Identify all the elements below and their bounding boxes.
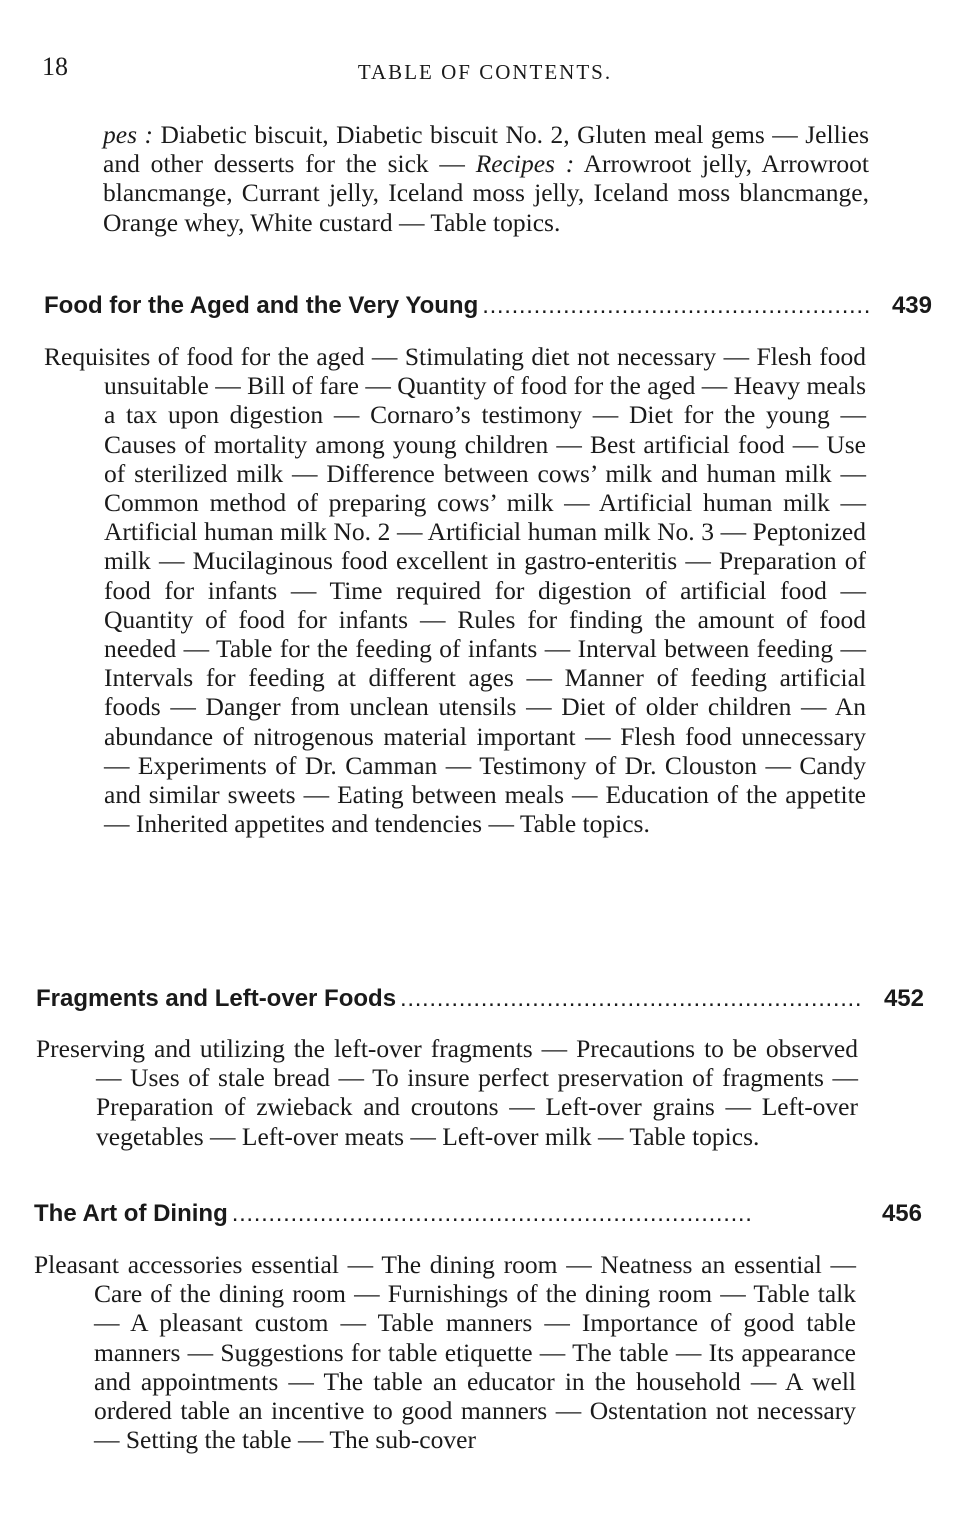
section-title: Food for the Aged and the Very Young [44, 292, 479, 319]
section-summary: Pleasant accessories essential — The dining room — Neatness an essential — Care of the dining room — Furnishings of the dining room — Table talk — A pleasant custom — Table manners — Importance of good table manners — Suggestions for table etiquette — The table — Its appearance and appointments — The table an educator in the household — A well ordered table an incentive to good manners — Ostentation not necessary — Setting the table — The sub-cover [34, 1250, 856, 1455]
section-title: The Art of Dining [34, 1200, 228, 1227]
section-page-number: 439 [891, 292, 932, 319]
section-title: Fragments and Left-over Foods [36, 985, 397, 1012]
section-page-number: 452 [883, 985, 924, 1012]
dot-leader [400, 985, 864, 1013]
continuation-text-2: Arrowroot jelly, Arrowroot blancmange, Currant jelly, Iceland moss jelly, Iceland moss blancmange, Orange whey, White custard — Table topics. [103, 149, 870, 237]
continuation-italic-2: Recipes : [475, 149, 575, 179]
page-number: 18 [42, 52, 68, 81]
section-heading [34, 1200, 922, 1228]
continuation-italic-1: pes : [103, 120, 153, 149]
dot-leader [482, 292, 872, 320]
continuation-text-1: Diabetic biscuit, Diabetic biscuit No. 2, Gluten meal gems — Jellies and other desserts for the sick — [103, 120, 869, 179]
dot-leader [232, 1200, 862, 1228]
section-summary: Requisites of food for the aged — Stimulating diet not necessary — Flesh food unsuitable — Bill of fare — Quantity of food for the aged — Heavy meals a tax upon digestion — Cornaro’s testimony — Diet for the young — Causes of mortality among young children — Best artificial food — Use of sterilized milk — Difference between cows’ milk and human milk — Common method of preparing cows’ milk — Artificial human milk — Artificial human milk No. 2 — Artificial human milk No. 3 — Peptonized milk — Mucilaginous food excellent in gastro-enteritis — Preparation of food for infants — Time required for digestion of artificial food — Quantity of food for infants — Rules for finding the amount of food needed — Table for the feeding of infants — Interval between feeding — Intervals for feeding at different ages — Manner of feeding artificial foods — Danger from unclean utensils — Diet of older children — An abundance of nitrogenous material important — Flesh food unnecessary — Experiments of Dr. Camman — Testimony of Dr. Clouston — Candy and similar sweets — Eating between meals — Education of the appetite — Inherited appetites and tendencies — Table topics. [44, 342, 866, 839]
section-heading [36, 985, 924, 1013]
section-page-number: 456 [881, 1200, 922, 1227]
running-head: TABLE OF CONTENTS. [357, 60, 613, 84]
section-heading [44, 292, 932, 320]
continuation-entry [103, 120, 869, 237]
section-summary: Preserving and utilizing the left-over fragments — Precautions to be observed — Uses of stale bread — To insure perfect preservation of fragments — Preparation of zwieback and croutons — Left-over grains — Left-over vegetables — Left-over meats — Left-over milk — Table topics. [36, 1034, 858, 1151]
